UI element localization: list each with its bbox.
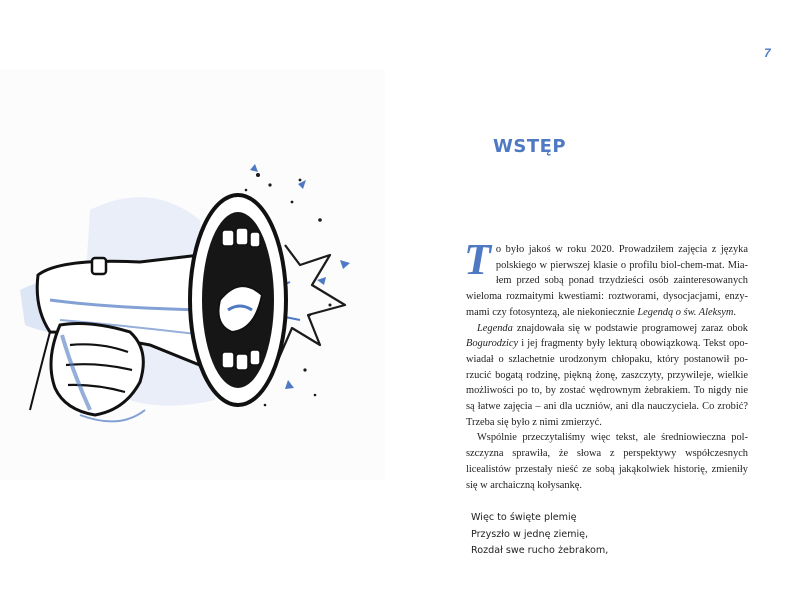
text-run: szczyzna sprawiła, że słowa z perspektywy współczesnych licealistów [466,448,748,475]
text-run: . [733,306,736,318]
text-run: o było jakoś w roku 2020. Prowadziłem zajęcia z języka [495,244,748,255]
paragraph-2 [466,321,748,431]
text-run: Trzeba się było z nimi zmierzyć. [466,416,602,428]
text-run: i jej fragmenty były lekturą obowiązkową. Tekst opo- [518,338,748,350]
text-run: łem przed sobą ponad trzydzieści osób zainteresowanych [495,275,748,287]
text-run: Wspólnie przeczytaliśmy więc tekst, ale średniowieczna pol- [477,432,748,444]
text-run: wieloma rozmaitymi kwestiami: roztworami, dysocjacjami, enzy- [466,291,748,303]
italic-title: Bogurodzicy [466,338,519,350]
page-number: 7 [764,46,771,60]
text-run: mami czy fotosyntezą, ale niekoniecznie [466,306,638,318]
poem-line: Więc to święte plemię [471,512,577,523]
megaphone-illustration [0,70,385,480]
text-run: możliwości po to, by zostać wędrownym żebrakiem. To nigdy nie [466,385,748,397]
text-run: są łatwe zajęcia – ani dla uczniów, ani dla nauczyciela. Co zrobić? [466,401,748,413]
poem-line: Rozdał swe rucho żebrakom, [471,545,609,556]
paragraph-1 [464,235,748,321]
italic-title: Legendą o św. Aleksym [637,306,734,318]
paragraph-3 [466,430,748,493]
text-run: znajdowała się w podstawie programowej zaraz obok [512,322,748,334]
italic-title: Legenda [477,322,513,334]
text-run: rzucić bogatą rodzinę, piękną żonę, zaszczyty, przywileje, wielkie [466,369,748,381]
text-run: wiadał o szlachetnie urodzonym chłopaku, który postanowił po- [466,353,748,365]
body-text [464,235,748,493]
illustration [0,70,385,480]
drop-cap: T [464,235,491,284]
poem-excerpt [471,510,721,560]
chapter-title: WSTĘP [493,136,567,157]
text-run: polskiego w pierwszej klasie o profilu biol-chem-mat. Mia- [495,259,748,271]
text-run: kołysankę. [537,479,582,491]
text-run: przestały nieść ze sobą jakąkolwiek historię, zmieniły się w archaiczną [466,463,748,491]
poem-line: Przyszło w jednę ziemię, [471,528,589,540]
